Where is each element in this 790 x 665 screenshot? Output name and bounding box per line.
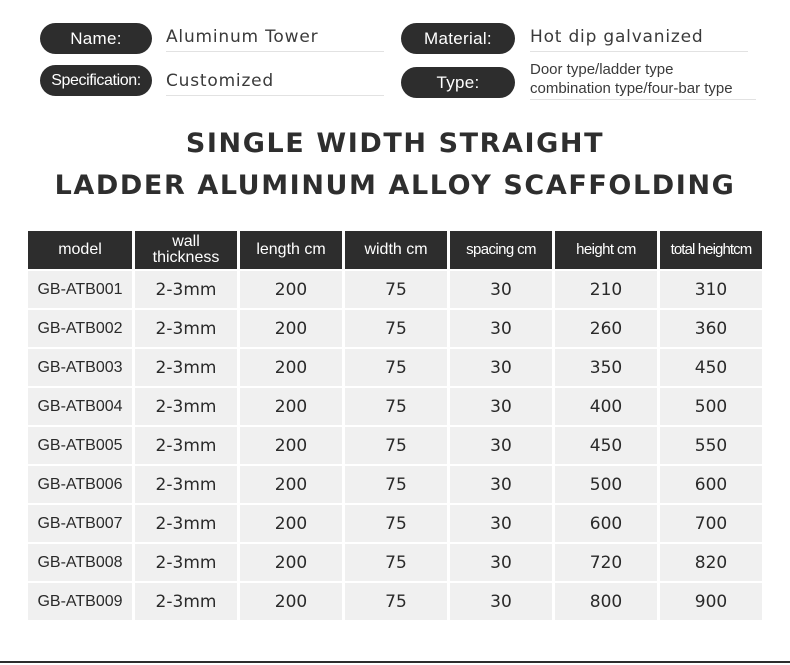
table-cell-model: GB-ATB006 <box>28 466 132 503</box>
table-cell-height: 500 <box>555 466 657 503</box>
table-cell-total: 900 <box>660 583 762 620</box>
header-wall-thickness <box>135 231 237 269</box>
table-cell-total: 310 <box>660 271 762 308</box>
table-cell-spacing: 30 <box>450 466 552 503</box>
table-cell-width: 75 <box>345 349 447 386</box>
table-cell-spacing: 30 <box>450 388 552 425</box>
spec-table <box>28 231 756 620</box>
table-cell-wall: 2-3mm <box>135 271 237 308</box>
table-cell-height: 450 <box>555 427 657 464</box>
table-cell-wall: 2-3mm <box>135 427 237 464</box>
type-value <box>530 60 756 100</box>
header-spacing: spacing cm <box>450 231 552 269</box>
table-cell-width: 75 <box>345 388 447 425</box>
table-cell-total: 700 <box>660 505 762 542</box>
table-cell-model: GB-ATB009 <box>28 583 132 620</box>
table-cell-wall: 2-3mm <box>135 388 237 425</box>
material-value: Hot dip galvanized <box>530 27 748 52</box>
table-cell-width: 75 <box>345 583 447 620</box>
table-cell-wall: 2-3mm <box>135 310 237 347</box>
material-label: Material: <box>401 23 515 54</box>
table-cell-height: 720 <box>555 544 657 581</box>
type-value-line2: combination type/four-bar type <box>530 80 733 97</box>
table-cell-width: 75 <box>345 505 447 542</box>
table-cell-model: GB-ATB003 <box>28 349 132 386</box>
page-title-line2: LADDER ALUMINUM ALLOY SCAFFOLDING <box>54 170 736 201</box>
table-cell-spacing: 30 <box>450 544 552 581</box>
type-label: Type: <box>401 67 515 98</box>
table-cell-length: 200 <box>240 310 342 347</box>
table-cell-total: 360 <box>660 310 762 347</box>
table-cell-height: 600 <box>555 505 657 542</box>
table-cell-total: 820 <box>660 544 762 581</box>
table-cell-total: 500 <box>660 388 762 425</box>
table-cell-spacing: 30 <box>450 271 552 308</box>
table-cell-length: 200 <box>240 466 342 503</box>
header-length: length cm <box>240 231 342 269</box>
table-cell-length: 200 <box>240 583 342 620</box>
table-cell-wall: 2-3mm <box>135 349 237 386</box>
table-cell-width: 75 <box>345 544 447 581</box>
table-cell-length: 200 <box>240 427 342 464</box>
table-cell-wall: 2-3mm <box>135 583 237 620</box>
bottom-divider <box>0 661 790 663</box>
table-cell-height: 350 <box>555 349 657 386</box>
header-total-height: total heightcm <box>660 231 762 269</box>
table-cell-model: GB-ATB002 <box>28 310 132 347</box>
table-cell-width: 75 <box>345 310 447 347</box>
table-cell-width: 75 <box>345 466 447 503</box>
table-cell-height: 400 <box>555 388 657 425</box>
header-wall-line1: wall <box>172 233 200 250</box>
header-height: height cm <box>555 231 657 269</box>
header-width: width cm <box>345 231 447 269</box>
table-cell-height: 800 <box>555 583 657 620</box>
specification-label: Specification: <box>40 65 152 96</box>
page-title-line1: SINGLE WIDTH STRAIGHT <box>185 128 605 159</box>
table-cell-spacing: 30 <box>450 505 552 542</box>
table-cell-spacing: 30 <box>450 349 552 386</box>
table-cell-model: GB-ATB007 <box>28 505 132 542</box>
table-cell-model: GB-ATB004 <box>28 388 132 425</box>
name-label: Name: <box>40 23 152 54</box>
table-cell-spacing: 30 <box>450 310 552 347</box>
table-cell-height: 210 <box>555 271 657 308</box>
table-cell-length: 200 <box>240 349 342 386</box>
specification-value: Customized <box>166 71 384 96</box>
table-cell-wall: 2-3mm <box>135 505 237 542</box>
table-cell-height: 260 <box>555 310 657 347</box>
table-cell-width: 75 <box>345 427 447 464</box>
table-cell-length: 200 <box>240 505 342 542</box>
table-cell-length: 200 <box>240 271 342 308</box>
table-cell-total: 550 <box>660 427 762 464</box>
table-cell-spacing: 30 <box>450 427 552 464</box>
table-cell-model: GB-ATB001 <box>28 271 132 308</box>
name-value: Aluminum Tower <box>166 27 384 52</box>
type-value-line1: Door type/ladder type <box>530 61 674 78</box>
table-cell-wall: 2-3mm <box>135 466 237 503</box>
table-cell-length: 200 <box>240 388 342 425</box>
table-cell-total: 600 <box>660 466 762 503</box>
table-cell-model: GB-ATB005 <box>28 427 132 464</box>
table-cell-model: GB-ATB008 <box>28 544 132 581</box>
table-cell-total: 450 <box>660 349 762 386</box>
table-cell-spacing: 30 <box>450 583 552 620</box>
header-model: model <box>28 231 132 269</box>
header-wall-line2: thickness <box>152 249 220 266</box>
table-cell-wall: 2-3mm <box>135 544 237 581</box>
table-cell-width: 75 <box>345 271 447 308</box>
table-cell-length: 200 <box>240 544 342 581</box>
